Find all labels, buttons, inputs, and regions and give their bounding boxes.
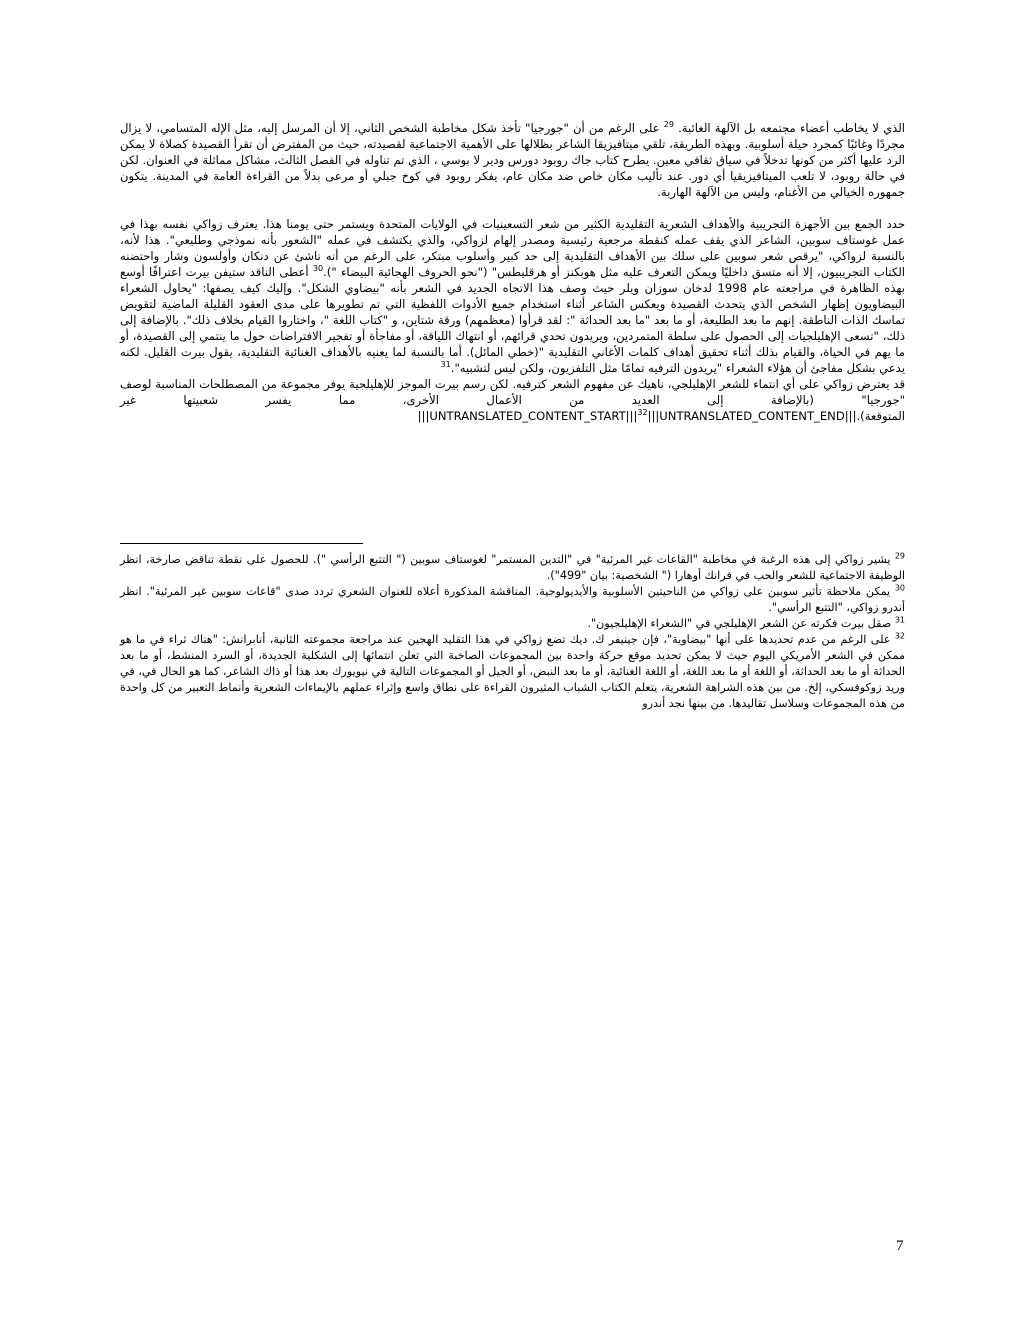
footnote-text: يمكن ملاحظة تأثير سوبين على زواكي من الناحيتين الأسلوبية والأيديولوجية. المناقشة المذكورة أعلاه للعنوان الشعري تردد صدى "قاعات سوبين غير المرئية". انظر أندرو زواكي، "التتبع الرأسي". [120, 585, 905, 614]
page-number: 7 [896, 1238, 904, 1254]
footnote-number: 32 [894, 631, 905, 641]
footnote-number: 30 [894, 583, 905, 593]
footnote-text: يشير زواكي إلى هذه الرغبة في مخاطبة "القاعات غير المرئية" في "التدين المستمر" لغوستاف سوبين (" التتبع الرأسي "). للحصول على نقطة تناقض صارخة، انظر الوظيفة الاجتماعية للشعر والحب في فرانك أوهارا (" الشخصية: بيان "499"). [120, 553, 905, 582]
footnotes [120, 552, 905, 712]
paragraph-2-rest: أعطى الناقد ستيفن بيرت اعترافًا أوسع بهذه الظاهرة في مراجعته عام 1998 لدخان سوزان ويلر حيث وصف هذا الاتجاه الجديد في الشعر بأنه "بيضاوي الشكل". وإليك كيف يصفها: "يحاول الشعراء البيضاويون إظهار الشخص الذي يتحدث القصيدة ويعكس الشاعر أثناء استخدام جميع الأدوات اللفظية التي تم تطويرها على مدى العقود القليلة الماضية لتقويض تماسك الذات الناطقة. إنهم ما بعد الطليعة، أو ما بعد "ما بعد الحداثة ": لقد قرأوا (معظمهم) ورقة شتاين، و "كتاب اللغة "، واختاروا القيام بخلاف ذلك". بالإضافة إلى ذلك، "تسعى الإهليلجيات إلى الحصول على سلطة المتمردين، ويريدون تحدي قرائهم، أو انتهاك اللياقة، أو مفاجأة أو تفجير الافتراضات حول ما ينتمي إلى القصيدة، أو ما يهم في الحياة، والقيام بذلك أثناء تحقيق أهداف كلمات الأغاني التقليدية "(خطي المائل). أما بالنسبة لما يعنيه بالأهداف الغنائية التقليدية، يقول بيرت القليل. لكنه يدعي بشكل مفاجئ أن هؤلاء الشعراء "يريدون الترفيه تمامًا مثل التلفزيون، ولكن ليس لتشبيه". [120, 265, 905, 375]
footnote-divider [120, 543, 363, 544]
footnote-text: صقل بيرت فكرته عن الشعر الإهليلجي في "الشعراء الإهليلجيون". [587, 617, 895, 630]
footnote-ref-29[interactable]: 29 [663, 120, 674, 130]
footnote-31 [120, 616, 905, 632]
paragraph-3-rest: |||UNTRANSLATED_CONTENT_END||| [417, 409, 845, 423]
paragraph-3-text: قد يعترض زواكي على أي انتماء للشعر الإهليلجي، ناهيك عن مفهوم الشعر كترفيه. لكن رسم بيرت الموجز للإهليلجية يوفر مجموعة من المصطلحات المناسبة لوصف "جورجيا" (بالإضافة إلى العديد من الأعمال الأخرى، مما يفسر شعبيتها غير المتوقعة).|||UNTRANSLATED_CONTENT_START||| [120, 377, 905, 423]
paragraph-1-rest: على الرغم من أن "جورجيا" تأخذ شكل مخاطبة الشخص الثاني، إلا أن المرسل إليه، مثل الإله المتسامي، لا يزال مجردًا وغائبًا كمجرد حيلة أسلوبية. وبهذه الطريقة، تلقي ميتافيزيقا الشاعر بظلالها على الأهمية الاجتماعية لقصيدته، حيث من المفترض أن تقرأ القصيدة كصلاة لا يمكن الرد عليها أكثر من كونها تدخلاً في سياق ثقافي معين. يطرح كتاب جاك روبود دورس ودير لا بوسي ، الذي تم تناوله في الفصل الثالث، مشاكل مماثلة في العنوان. لكن في حالة روبود، لا تلعب الميتافيزيقيا أي دور. عند تأليب مكان خاص ضد مكان عام، يفكر روبود في كوخ جبلي أو مرعى بدلاً من القراءة العامة في المدينة. يتكون جمهوره الخيالي من الأغنام، وليس من الآلهة الهاربة. [120, 121, 905, 199]
footnote-text: على الرغم من عدم تحديدها على أنها "بيضاوية"، فإن جينيفر ك. ديك تضع زواكي في هذا التقليد الهجين عند مراجعة مجموعته الثانية، أنابرانش: "هناك ثراء في ما هو ممكن في الشعر الأمريكي اليوم حيث لا يمكن تحديد موقع حركة واحدة بين المجموعات الصاخبة التي تعلن انتمائها إلى الشكلية الجديدة، أو السرد المنشط، أو ما بعد الحداثة أو ما بعد الحداثة، أو اللغة أو ما بعد اللغة، أو اللغة الغنائية، أو ما بعد النبض، أو الجيل أو المجموعات التالية في نيويورك بعد هذا أو ذاك الشاعر، كما هو الحال في، في وريد زوكوفسكي، إلخ. من بين هذه الشراهة الشعرية، يتعلم الكتاب الشباب المثيرون القراءة على نطاق واسع وإثراء عملهم بالإيماءات الشعرية وأنماط التعبير من كل واحدة من هذه المجموعات وسلاسل تقاليدها. من بينها نجد أندرو [120, 633, 905, 710]
footnote-ref-32[interactable]: 32 [637, 408, 648, 418]
main-text [120, 120, 905, 424]
footnote-29 [120, 552, 905, 584]
paragraph-2 [120, 216, 905, 376]
footnote-32 [120, 632, 905, 712]
paragraph-3 [120, 376, 905, 424]
paragraph-1 [120, 120, 905, 200]
footnote-ref-30[interactable]: 30 [312, 264, 324, 274]
paragraph-1-text: الذي لا يخاطب أعضاء مجتمعه بل الآلهة الغائبة. [673, 121, 906, 135]
footnote-number: 29 [894, 551, 905, 561]
footnote-number: 31 [894, 615, 905, 625]
footnote-30 [120, 584, 905, 616]
footnote-ref-31[interactable]: 31 [440, 360, 451, 370]
paragraph-2-text: حدد الجمع بين الأجهزة التجريبية والأهداف الشعرية التقليدية الكثير من شعر التسعينيات في الولايات المتحدة ويستمر حتى يومنا هذا. يعترف زواكي نفسه بهذا في عمل غوستاف سوبين، الشاعر الذي يقف عمله كنقطة مرجعية رئيسية ومصدر إلهام لزواكي، والذي يكتشف في عمله "الشعور بأنه نموذجي وطليعي". هذا لأنه، بالنسبة لزواكي، "يرقص شعر سوبين على سلك بين الأهداف التقليدية إلى حد كبير وأسلوب مبتكر، على الرغم من أنه ناشئ عن دنكان وأولسون وشار واحتضنه الكتاب التجريبيون، إلا أنه متسق داخليًا ويمكن التعرف عليه مثل هوبكنز أو هرقليطس" ("نحو الحروف الهجائية البيضاء "). [120, 217, 906, 279]
